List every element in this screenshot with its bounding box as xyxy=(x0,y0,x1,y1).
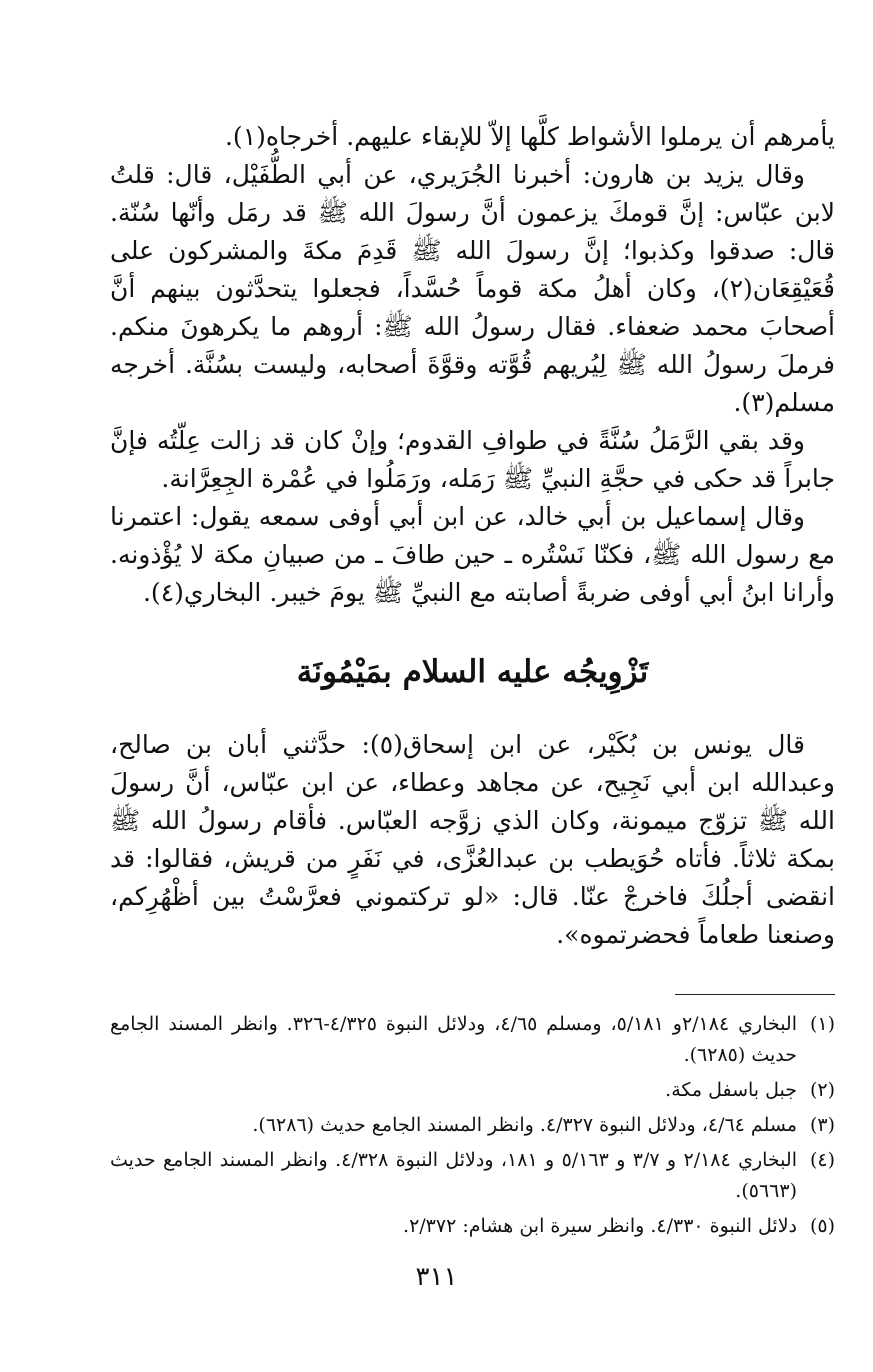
paragraph-maymuna: قال يونس بن بُكَيْر، عن ابن إسحاق(٥): حدَّثني أبان بن صالح، وعبدالله ابن أبي نَجِيح، عن مجاهد وعطاء، عن ابن عبّاس، أنَّ رسولَ الله ﷺ تزوّج ميمونة، وكان الذي زوَّجه العبّاس. فأقام رسولُ الله ﷺ بمكة ثلاثاً. فأتاه حُوَيطب بن عبدالعُزَّى، في نَفَرٍ من قريش، فقالوا: قد انقضى أجلُكَ فاخرجْ عنّا. قال: «لو تركتموني فعرَّسْتُ بين أظْهُرِكم، وصنعنا طعاماً فحضرتموه». xyxy=(110,730,835,949)
footnote-number: (٢) xyxy=(809,1079,835,1101)
footnote-number: (٣) xyxy=(809,1114,835,1136)
footnote-text: دلائل النبوة ٤/٣٣٠. وانظر سيرة ابن هشام: ٢/٣٧٢. xyxy=(403,1215,797,1237)
footnote-item xyxy=(110,1009,835,1071)
footnote-text: مسلم ٤/٦٤، ودلائل النبوة ٤/٣٢٧. وانظر المسند الجامع حديث (٦٢٨٦). xyxy=(252,1114,797,1136)
page-body xyxy=(110,118,835,1246)
footnote-item xyxy=(110,1145,835,1207)
paragraph-abu-tufayl: وقال يزيد بن هارون: أخبرنا الجُرَيري، عن أبي الطُّفَيْل، قال: قلتُ لابن عبّاس: إنَّ قومكَ يزعمون أنَّ رسولَ الله ﷺ قد رمَل وأنّها سُنّة. قال: صدقوا وكذبوا؛ إنَّ رسولَ الله ﷺ قَدِمَ مكةَ والمشركون على قُعَيْقِعَان(٢)، وكان أهلُ مكة قوماً حُسَّداً، فجعلوا يتحدَّثون بينهم أنَّ أصحابَ محمد ضعفاء. فقال رسولُ الله ﷺ: أروهم ما يكرهونَ منكم. فرملَ رسولُ الله ﷺ لِيُريهم قُوَّته وقوَّةَ أصحابه، وليست بسُنَّة. أخرجه مسلم(٣). xyxy=(110,160,835,417)
section-title: تَزْوِيجُه عليه السلام بمَيْمُونَة xyxy=(296,654,649,690)
footnote-number: (٤) xyxy=(809,1149,835,1171)
footnote-number: (٥) xyxy=(809,1215,835,1237)
footnote-item xyxy=(110,1110,835,1141)
footnote-text: البخاري ٢/١٨٤و ٥/١٨١، ومسلم ٤/٦٥، ودلائل النبوة ٤/٣٢٥-٣٢٦. وانظر المسند الجامع حديث (٦٢٨٥). xyxy=(110,1013,797,1066)
paragraph-ramal-sunnah: وقد بقي الرَّمَلُ سُنَّةً في طوافِ القدوم؛ وإنْ كان قد زالت عِلّتُه فإنَّ جابراً قد حكى في حجَّةِ النبيِّ ﷺ رَمَله، ورَمَلُوا في عُمْرة الجِعِرَّانة. xyxy=(110,426,835,493)
paragraph-ibn-abi-awfa: وقال إسماعيل بن أبي خالد، عن ابن أبي أوفى سمعه يقول: اعتمرنا مع رسول الله ﷺ، فكنّا نَسْتُره ـ حين طافَ ـ من صبيانِ مكة لا يُؤْذونه. وأرانا ابنُ أبي أوفى ضربةً أصابته مع النبيِّ ﷺ يومَ خيبر. البخاري(٤). xyxy=(110,502,835,607)
footnote-number: (١) xyxy=(809,1013,835,1035)
footnote-text: جبل باسفل مكة. xyxy=(665,1079,797,1101)
footnotes-list xyxy=(110,1009,835,1242)
footnote-separator xyxy=(675,994,835,995)
footnote-item xyxy=(110,1211,835,1242)
paragraph-continuation: يأمرهم أن يرملوا الأشواط كلَّها إلاّ للإبقاء عليهم. أخرجاه(١). xyxy=(224,122,835,151)
footnote-item xyxy=(110,1075,835,1106)
footnote-text: البخاري ٢/١٨٤ و ٣/٧ و ٥/١٦٣ و ١٨١، ودلائل النبوة ٤/٣٢٨. وانظر المسند الجامع حديث (٥٦٦٣). xyxy=(110,1149,797,1202)
page-number: ٣١١ xyxy=(415,1262,458,1292)
